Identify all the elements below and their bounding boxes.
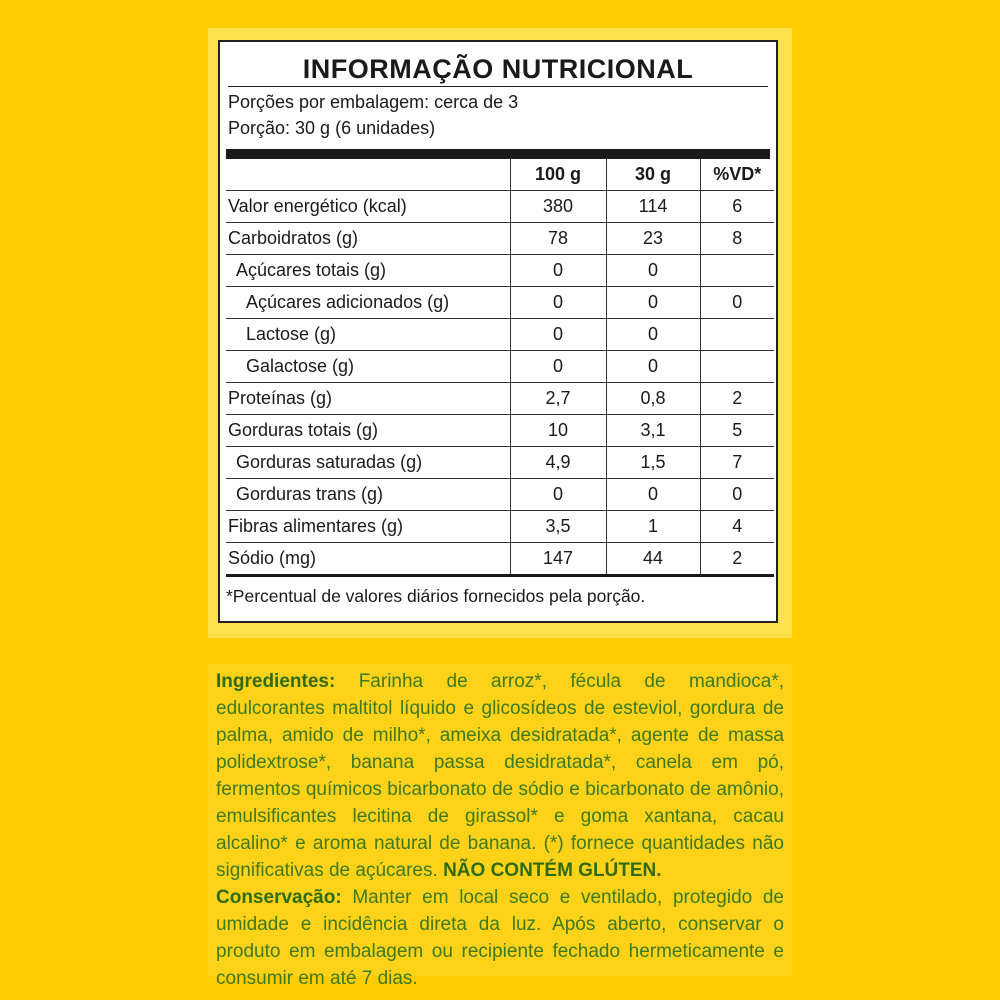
table-row (226, 287, 774, 319)
value-30g: 1,5 (606, 447, 700, 479)
ingredients-section (216, 668, 784, 992)
ingredients-label: Ingredientes: (216, 671, 336, 692)
nutrition-facts-label (218, 40, 778, 623)
value-100g: 0 (510, 287, 606, 319)
value-vd: 4 (700, 511, 774, 543)
nutrient-name: Açúcares adicionados (g) (246, 292, 450, 312)
value-vd: 7 (700, 447, 774, 479)
daily-value-footnote: *Percentual de valores diários fornecidos pela porção. (226, 586, 646, 606)
nutrient-name: Gorduras totais (g) (228, 420, 379, 440)
nutrition-table (226, 159, 774, 577)
conservation-text: Manter em local seco e ventilado, protegido de umidade e incidência direta da luz. Após aberto, conservar o produto em embalagem ou recipiente fechado hermeticamente e consumir em até 7 dias. (216, 887, 785, 989)
ingredients-paragraph (216, 668, 784, 884)
value-vd (700, 351, 774, 383)
value-100g: 10 (510, 415, 606, 447)
nutrient-name: Valor energético (kcal) (228, 196, 407, 216)
table-row (226, 319, 774, 351)
value-100g: 78 (510, 223, 606, 255)
serving-size: Porção: 30 g (6 unidades) (228, 118, 436, 138)
value-100g: 147 (510, 543, 606, 576)
nutrient-name: Gorduras saturadas (g) (236, 452, 423, 472)
value-vd: 6 (700, 191, 774, 223)
header-30g: 30 g (606, 159, 700, 191)
gluten-free-notice: NÃO CONTÉM GLÚTEN. (443, 860, 662, 881)
value-vd: 2 (700, 383, 774, 415)
value-30g: 0,8 (606, 383, 700, 415)
table-row (226, 191, 774, 223)
value-30g: 1 (606, 511, 700, 543)
nutrient-name: Galactose (g) (246, 356, 355, 376)
table-row (226, 223, 774, 255)
thick-divider (226, 149, 770, 159)
nutrition-title: INFORMAÇÃO NUTRICIONAL (228, 52, 768, 87)
nutrient-name: Carboidratos (g) (228, 228, 359, 248)
value-30g: 114 (606, 191, 700, 223)
value-vd: 0 (700, 287, 774, 319)
value-30g: 23 (606, 223, 700, 255)
value-100g: 0 (510, 351, 606, 383)
conservation-label: Conservação: (216, 887, 342, 908)
table-row (226, 383, 774, 415)
table-row (226, 447, 774, 479)
nutrient-name: Gorduras trans (g) (236, 484, 384, 504)
table-row (226, 511, 774, 543)
table-header-row (226, 159, 774, 191)
value-30g: 0 (606, 255, 700, 287)
value-100g: 380 (510, 191, 606, 223)
table-row (226, 255, 774, 287)
value-vd: 2 (700, 543, 774, 576)
value-30g: 0 (606, 287, 700, 319)
servings-per-package: Porções por embalagem: cerca de 3 (228, 92, 519, 112)
nutrient-name: Proteínas (g) (228, 388, 333, 408)
nutrient-name: Açúcares totais (g) (236, 260, 387, 280)
value-vd: 0 (700, 479, 774, 511)
value-vd: 8 (700, 223, 774, 255)
value-100g: 0 (510, 479, 606, 511)
value-30g: 0 (606, 351, 700, 383)
nutrient-name: Sódio (mg) (228, 548, 317, 568)
value-vd (700, 255, 774, 287)
value-30g: 0 (606, 319, 700, 351)
value-100g: 3,5 (510, 511, 606, 543)
table-row (226, 543, 774, 576)
table-row (226, 351, 774, 383)
nutrient-name: Fibras alimentares (g) (228, 516, 404, 536)
value-vd (700, 319, 774, 351)
value-100g: 0 (510, 319, 606, 351)
value-30g: 0 (606, 479, 700, 511)
header-vd: %VD* (700, 159, 774, 191)
value-100g: 2,7 (510, 383, 606, 415)
nutrient-name: Lactose (g) (246, 324, 337, 344)
value-30g: 3,1 (606, 415, 700, 447)
header-100g: 100 g (510, 159, 606, 191)
value-100g: 0 (510, 255, 606, 287)
ingredients-text: Farinha de arroz*, fécula de mandioca*, edulcorantes maltitol líquido e glicosídeos de esteviol, gordura de palma, amido de milho*, ameixa desidratada*, agente de massa polidextrose*, banana passa desidratada*, canela em pó, fermentos químicos bicarbonato de sódio e bicarbonato de amônio, emulsificantes lecitina de girassol* e goma xantana, cacau alcalino* e aroma natural de banana. (*) fornece quantidades não significativas de açúcares. (216, 671, 784, 881)
value-30g: 44 (606, 543, 700, 576)
conservation-paragraph (216, 884, 784, 992)
header-blank (226, 159, 510, 191)
value-vd: 5 (700, 415, 774, 447)
value-100g: 4,9 (510, 447, 606, 479)
table-row (226, 479, 774, 511)
table-row (226, 415, 774, 447)
